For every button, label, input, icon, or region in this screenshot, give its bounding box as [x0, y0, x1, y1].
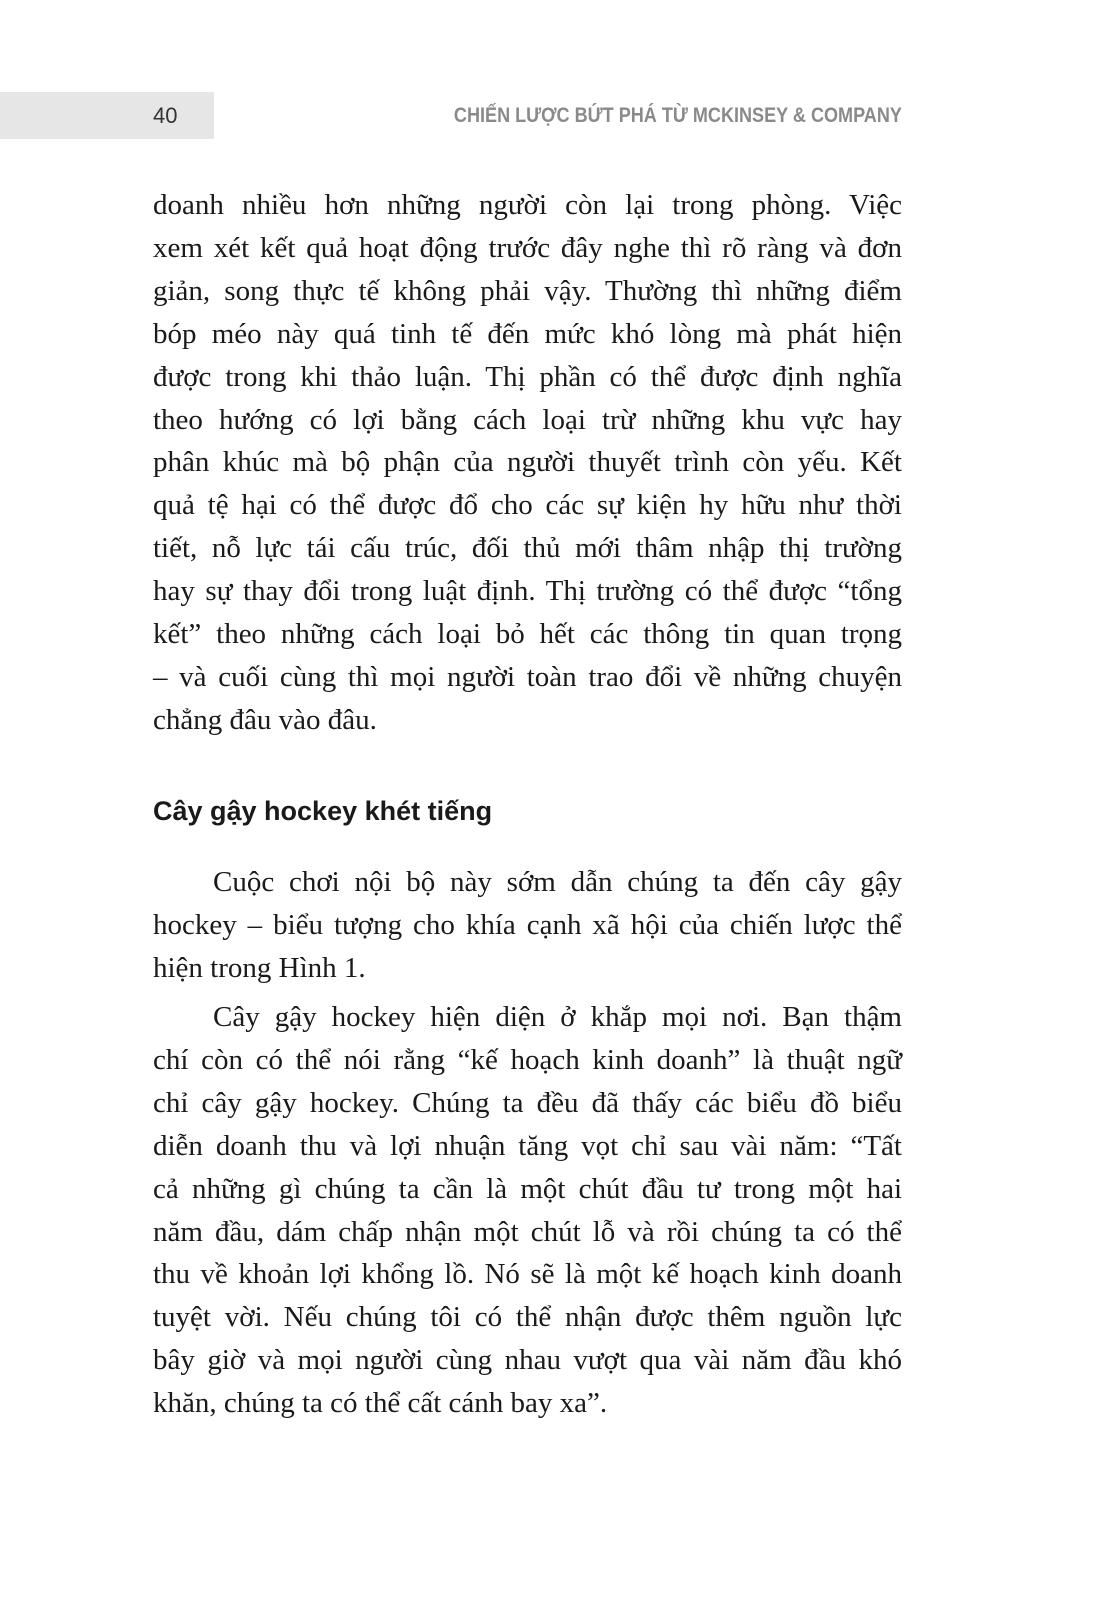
text-line: hockey – biểu tượng cho khía cạnh xã hội của chiến lược thể — [153, 908, 902, 941]
text-line: doanh nhiều hơn những người còn lại trong phòng. Việc — [153, 189, 902, 221]
text-line: chí còn có thể nói rằng “kế hoạch kinh doanh” là thuật ngữ — [153, 1043, 902, 1076]
text-line: giản, song thực tế không phải vậy. Thường thì những điểm — [153, 274, 902, 307]
page-number: 40 — [153, 103, 178, 128]
text-line: cả những gì chúng ta cần là một chút đầu tư trong một hai — [153, 1172, 902, 1205]
text-line: – và cuối cùng thì mọi người toàn trao đổi về những chuyện — [153, 660, 902, 693]
running-header-title: CHIẾN LƯỢC BỨT PHÁ TỪ MCKINSEY & COMPANY — [454, 104, 902, 127]
text-line: khăn, chúng ta có thể cất cánh bay xa”. — [153, 1387, 608, 1420]
text-line: quả tệ hại có thể được đổ cho các sự kiện hy hữu như thời — [153, 489, 902, 522]
text-line: diễn doanh thu và lợi nhuận tăng vọt chỉ sau vài năm: “Tất — [153, 1129, 902, 1162]
text-line: tiết, nỗ lực tái cấu trúc, đối thủ mới thâm nhập thị trường — [153, 532, 902, 565]
text-line: chỉ cây gậy hockey. Chúng ta đều đã thấy các biểu đồ biểu — [153, 1086, 902, 1119]
text-line: xem xét kết quả hoạt động trước đây nghe thì rõ ràng và đơn — [153, 231, 902, 264]
page-number-tab — [0, 92, 214, 139]
text-line: theo hướng có lợi bằng cách loại trừ những khu vực hay — [153, 403, 902, 436]
section-heading: Cây gậy hockey khét tiếng — [153, 796, 493, 826]
text-line: chẳng đâu vào đâu. — [153, 703, 377, 736]
text-line: bây giờ và mọi người cùng nhau vượt qua vài năm đầu khó — [153, 1344, 902, 1377]
text-line: Cây gậy hockey hiện diện ở khắp mọi nơi. Bạn thậm — [213, 1001, 902, 1033]
text-line: năm đầu, dám chấp nhận một chút lỗ và rồi chúng ta có thể — [153, 1215, 902, 1248]
text-line: hay sự thay đổi trong luật định. Thị trường có thể được “tổng — [153, 575, 902, 608]
text-line: phân khúc mà bộ phận của người thuyết trình còn yếu. Kết — [153, 446, 902, 479]
text-line: Cuộc chơi nội bộ này sớm dẫn chúng ta đến cây gậy — [213, 866, 902, 898]
text-line: kết” theo những cách loại bỏ hết các thông tin quan trọng — [153, 618, 902, 650]
text-line: thu về khoản lợi khổng lồ. Nó sẽ là một kế hoạch kinh doanh — [153, 1258, 902, 1291]
text-line: được trong khi thảo luận. Thị phần có thể được định nghĩa — [153, 360, 902, 393]
text-line: hiện trong Hình 1. — [153, 951, 366, 984]
text-line: tuyệt vời. Nếu chúng tôi có thể nhận được thêm nguồn lực — [153, 1301, 902, 1334]
text-line: bóp méo này quá tinh tế đến mức khó lòng mà phát hiện — [153, 317, 902, 350]
